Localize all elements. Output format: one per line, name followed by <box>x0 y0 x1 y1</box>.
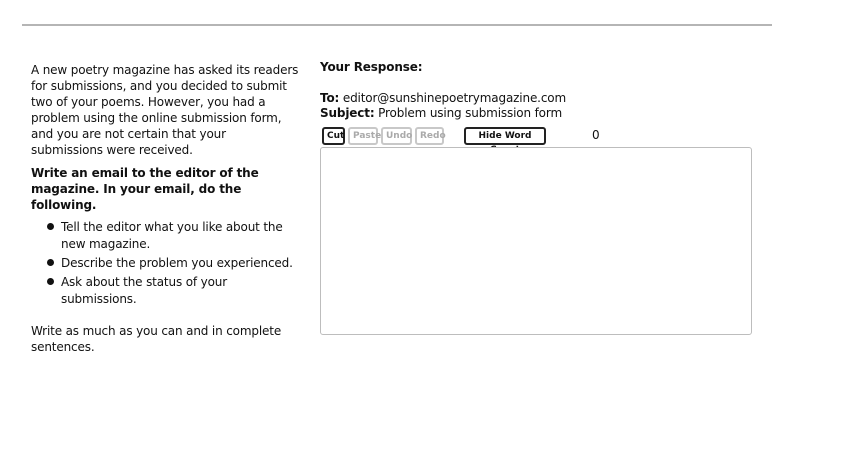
undo-button[interactable]: Undo <box>381 127 412 145</box>
bullet-text: Ask about the status of your submissions. <box>61 275 228 306</box>
subject-label: Subject: <box>320 106 375 120</box>
response-panel <box>320 60 760 147</box>
email-to-line <box>320 91 760 106</box>
prompt-bullet-list <box>31 219 299 308</box>
prompt-bullet-item <box>31 219 299 253</box>
bullet-text: Tell the editor what you like about the new magazine. <box>61 220 283 251</box>
to-label: To: <box>320 91 340 105</box>
redo-button[interactable]: Redo <box>415 127 444 145</box>
prompt-intro: A new poetry magazine has asked its readers for submissions, and you decided to submit two of your poems. However, you had a problem using the online submission form, and you are not certain that your submissions were received. <box>31 63 299 157</box>
prompt-bullet-item <box>31 274 299 308</box>
prompt-task: Write an email to the editor of the magazine. In your email, do the following. <box>31 166 259 212</box>
word-count: 0 <box>592 128 600 142</box>
bullet-icon <box>47 278 54 285</box>
top-divider <box>22 24 772 26</box>
prompt-bullet-item <box>31 255 299 272</box>
email-subject-line <box>320 106 760 121</box>
paste-button[interactable]: Paste <box>348 127 378 145</box>
response-heading: Your Response: <box>320 60 423 74</box>
subject-text: Problem using submission form <box>374 106 562 120</box>
hide-word-count-button[interactable]: Hide Word <box>464 127 546 145</box>
editor-toolbar <box>320 127 760 147</box>
response-textarea[interactable] <box>320 147 752 335</box>
cut-button[interactable]: Cut <box>322 127 345 145</box>
bullet-icon <box>47 223 54 230</box>
prompt-closing: Write as much as you can and in complete sentences. <box>31 324 282 354</box>
prompt-panel <box>31 62 299 355</box>
to-address: editor@sunshinepoetrymagazine.com <box>339 91 567 105</box>
bullet-icon <box>47 259 54 266</box>
bullet-text: Describe the problem you experienced. <box>61 256 293 270</box>
